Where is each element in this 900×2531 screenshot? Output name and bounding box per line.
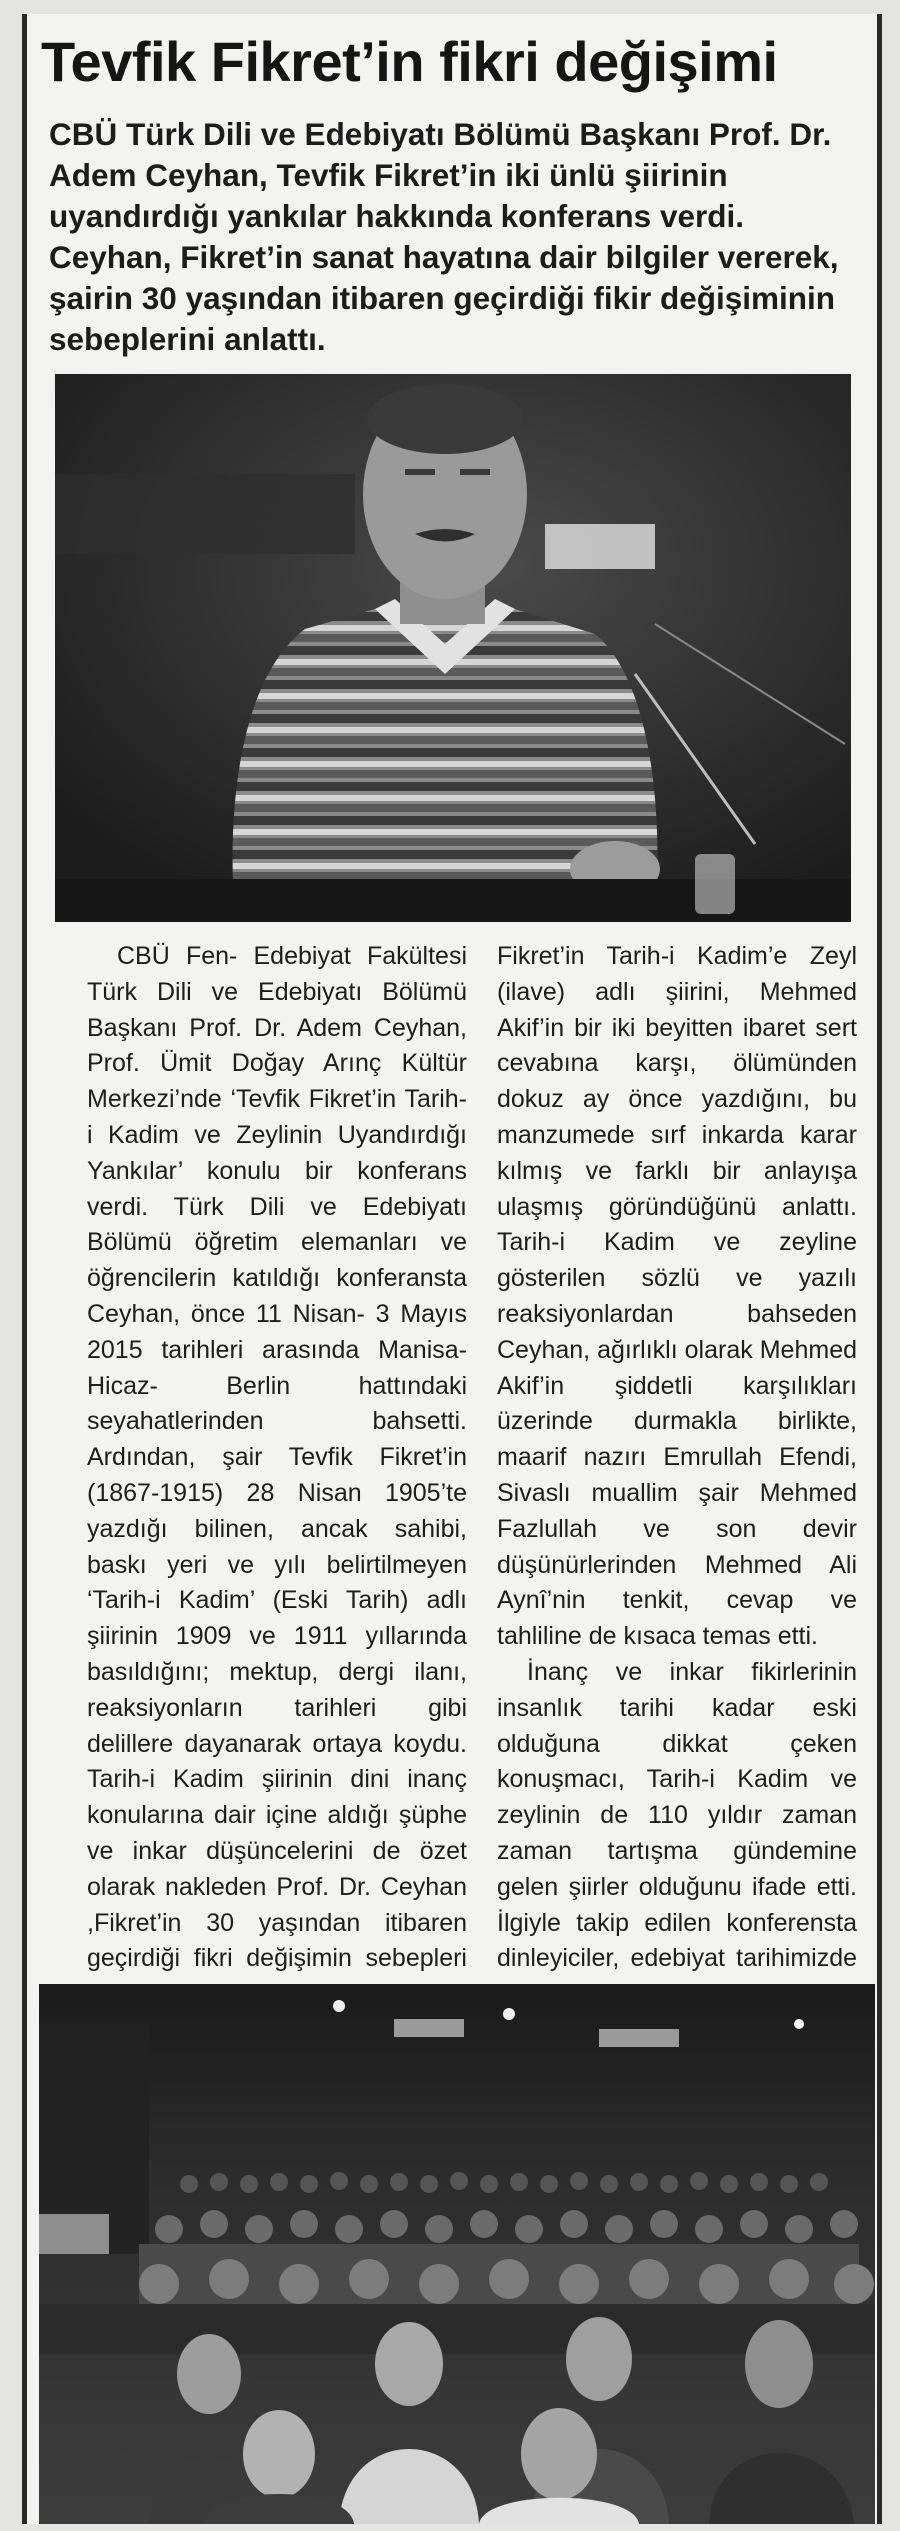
article-body-left-column: CBÜ Fen- Edebiyat Fakültesi Türk Dili ve Edebiyatı Bölümü Başkanı Prof. Dr. Adem Ceyhan, Prof. Ümit Doğay Arınç Kültür Merkezi’nde ‘Tevfik Fikret’in Tarih-i Kadim ve Zeylinin Uyandırdığı Yankılar’ konulu bir konferans verdi. Türk Dili ve Edebiyatı Bölümü öğretim elemanları ve öğrencilerin katıldığı konferansta Ceyhan, önce 11 Nisan- 3 Mayıs 2015 tarihleri arasında Manisa-Hicaz- Berlin hattındaki seyahatlerinden bahsetti. Ardından, şair Tevfik Fikret’in (1867-1915) 28 Nisan 1905’te yazdığı bilinen, ancak sahibi, baskı yeri ve yılı belirtilmeyen ‘Tarih-i Kadim’ (Eski Tarih) adlı şiirinin 1909 ve 1911 yıllarında basıldığını; mektup, dergi ilanı, reaksiyonların tarihleri gibi delillere dayanarak ortaya koydu. Tarih-i Kadim şiirinin dini inanç konularına dair içine aldığı şüphe ve inkar düşüncelerini de özet olarak nakleden Prof. Dr. Ceyhan ,Fikret’in 30 yaşından itibaren geçirdiği fikri değişimin sebepleri — [87, 942, 467, 1973]
speaker-photo-graphic — [55, 374, 851, 922]
article-lead: CBÜ Türk Dili ve Edebiyatı Bölümü Başkanı Prof. Dr. Adem Ceyhan, Tevfik Fikret’in iki ünlü şiirinin uyandırdığı yankılar hakkında konferans verdi. Ceyhan, Fikret’in sanat hayatına dair bilgiler vererek, şairin 30 yaşından itibaren geçirdiği fikir değişiminin sebeplerini anlattı. — [49, 116, 839, 357]
speaker-photo — [55, 374, 851, 922]
article-headline: Tevfik Fikret’in fikri değişimi — [41, 30, 778, 93]
article-body-right-paragraph-1: Fikret’in Tarih-i Kadim’e Zeyl (ilave) adlı şiirini, Mehmed Akif’in bir iki beyitten ibaret sert cevabına karşı, ölümünden dokuz ay önce yazdığını, bu manzumede sırf inkarda karar kılmış ve farklı bir anlayışa ulaşmış göründüğünü anlattı. Tarih-i Kadim ve zeyline gösterilen sözlü ve yazılı reaksiyonlardan bahseden Ceyhan, ağırlıklı olarak Mehmed Akif’in şiddetli karşılıkları üzerinde durmakla birlikte, maarif nazırı Emrullah Efendi, Sivaslı muallim şair Mehmed Fazlullah ve son devir düşünürlerinden Mehmed Ali Aynî’nin tenkit, cevap ve tahliline de kısaca temas etti. — [497, 942, 857, 1651]
audience-photo — [39, 1984, 875, 2524]
newspaper-clipping — [22, 14, 882, 2524]
article-body-right-paragraph-2-text: İnanç ve inkar fikirlerinin insanlık tarihi kadar eski olduğuna dikkat çeken konuşmacı, Tarih-i Kadim ve zeylinin de 110 yıldır zaman zaman tartışma gündemine gelen şiirler olduğunu ifade etti. İlgiyle takip edilen konferensta dinleyiciler, edebiyat tarihimizde — [497, 1657, 857, 1973]
audience-photo-graphic — [39, 1984, 875, 2524]
